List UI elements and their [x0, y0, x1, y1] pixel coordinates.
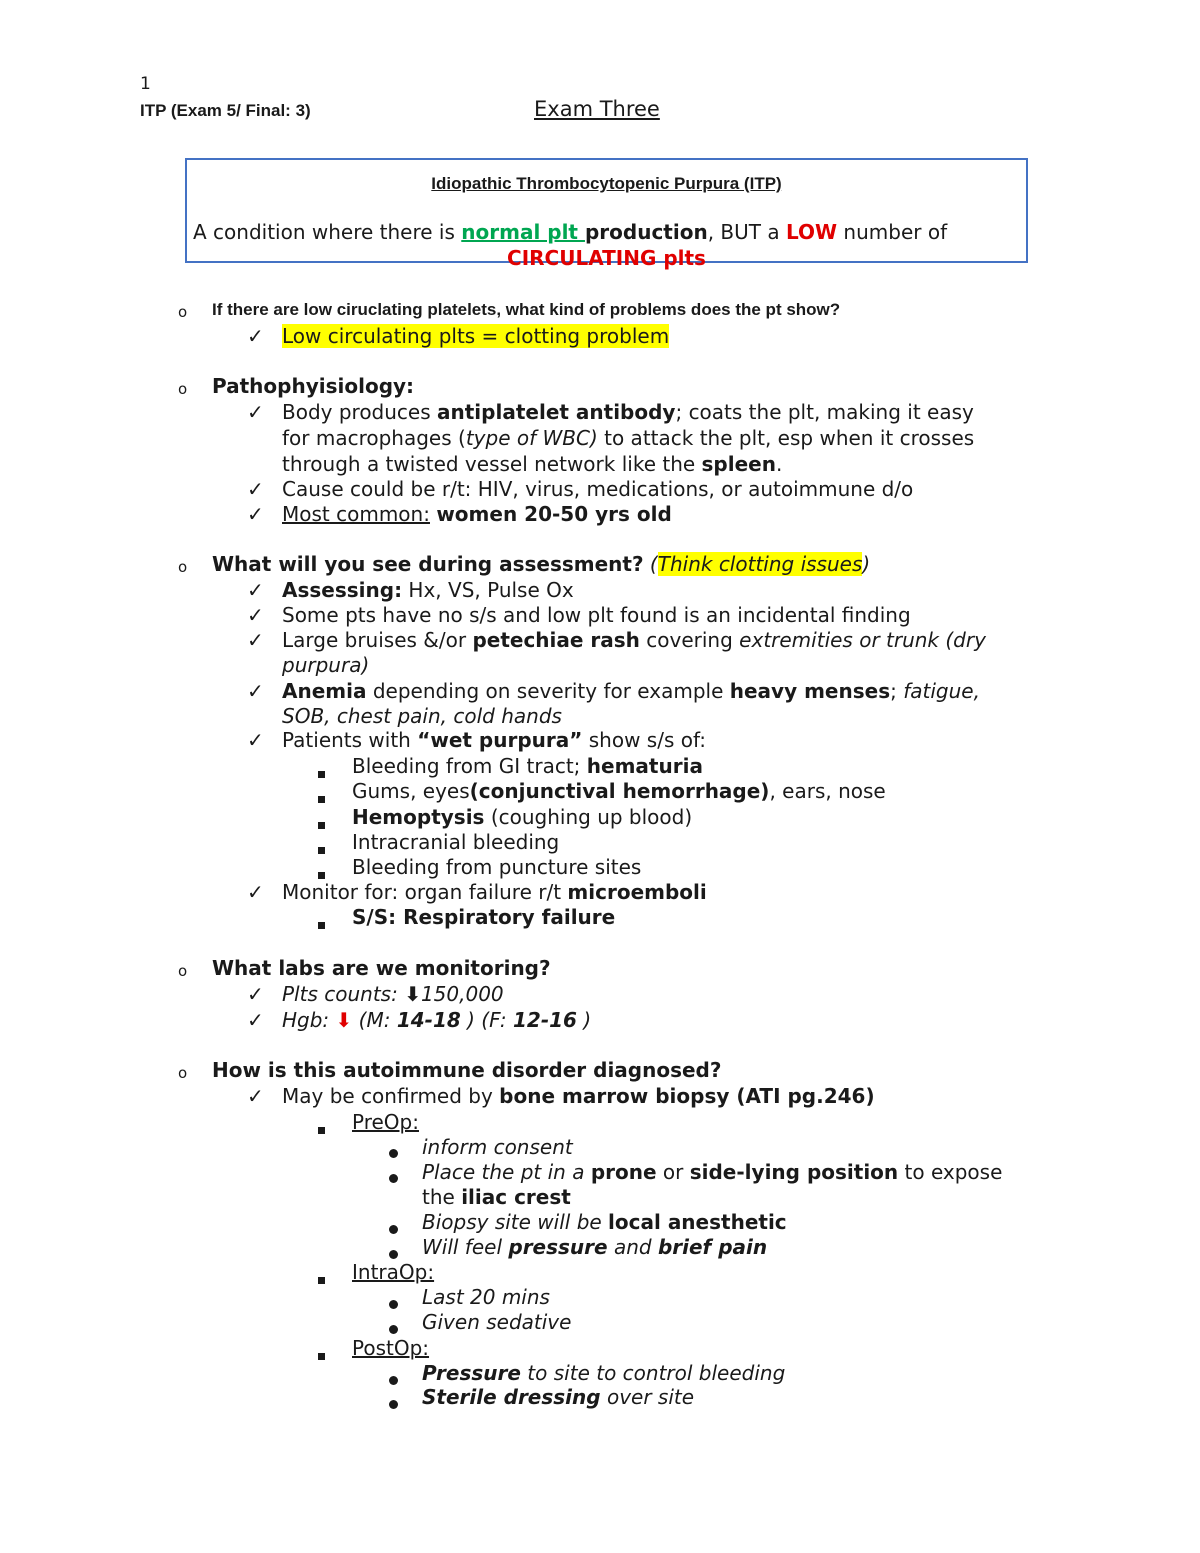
text-bold: antiplatelet antibody — [437, 400, 676, 424]
text-part: to attack the plt, esp when it crosses — [597, 426, 975, 450]
text-bold: Anemia — [282, 679, 367, 703]
answer-clotting-problem — [282, 324, 669, 348]
heading-text: What will you see during assessment? — [212, 552, 644, 576]
text-underlined: Most common: — [282, 502, 430, 526]
preop-item — [422, 1185, 571, 1209]
definition-box — [185, 158, 1028, 270]
assessment-heading — [212, 552, 870, 576]
lab-hgb — [282, 1008, 591, 1032]
text-part: ; coats the plt, making it easy — [675, 400, 974, 424]
preop-label: PreOp: — [352, 1110, 419, 1134]
text-part: or — [656, 1160, 690, 1184]
text-part: ) — [576, 1008, 592, 1032]
text-bold: “wet purpura” — [417, 728, 583, 752]
text-part: (coughing up blood) — [484, 805, 693, 829]
square-bullet-icon — [318, 814, 325, 833]
text-italic: Place the pt in a — [422, 1160, 591, 1184]
square-bullet-icon — [318, 914, 325, 933]
definition-text-part: A condition where there is — [193, 220, 462, 244]
text-part: ) (F: — [460, 1008, 513, 1032]
text-part: covering — [639, 628, 740, 652]
text-italic: extremities or trunk (dry — [739, 628, 986, 652]
text-bold: spleen — [701, 452, 776, 476]
checkmark-icon: ✓ — [247, 477, 264, 501]
text-part: for macrophages ( — [282, 426, 466, 450]
sub-item: Bleeding from puncture sites — [352, 855, 642, 879]
circle-bullet-icon: o — [178, 380, 188, 398]
text-part: ; — [890, 679, 904, 703]
text-part: , ears, nose — [769, 779, 886, 803]
text-part: Large bruises &/or — [282, 628, 473, 652]
checkmark-icon: ✓ — [247, 880, 264, 904]
square-bullet-icon — [318, 839, 325, 858]
square-bullet-icon — [318, 1269, 325, 1288]
text-italic: type of WBC) — [465, 426, 598, 450]
assessment-line — [282, 728, 706, 752]
sub-item — [352, 805, 692, 829]
dot-bullet-icon — [389, 1219, 398, 1238]
red-down-arrow-icon: ⬇ — [335, 1008, 353, 1032]
text-bold: hematuria — [586, 754, 703, 778]
patho-line: Cause could be r/t: HIV, virus, medications, or autoimmune d/o — [282, 477, 914, 501]
page-number: 1 — [140, 74, 151, 94]
assessment-line — [282, 578, 574, 602]
question-low-platelets: If there are low ciruclating platelets, what kind of problems does the pt show? — [212, 300, 841, 319]
checkmark-icon: ✓ — [247, 679, 264, 703]
checkmark-icon: ✓ — [247, 628, 264, 652]
preop-item — [422, 1210, 787, 1234]
text-part: (M: — [352, 1008, 397, 1032]
text-part: . — [775, 452, 783, 476]
postop-item — [422, 1385, 694, 1409]
text-italic: to site to control bleeding — [520, 1361, 786, 1385]
text-part: 150,000 — [420, 982, 504, 1006]
postop-label: PostOp: — [352, 1336, 430, 1360]
definition-title: Idiopathic Thrombocytopenic Purpura (ITP) — [431, 174, 782, 193]
assessment-line: Some pts have no s/s and low plt found is an incidental finding — [282, 603, 911, 627]
checkmark-icon: ✓ — [247, 982, 264, 1006]
labs-heading: What labs are we monitoring? — [212, 956, 551, 980]
highlighted-answer: Low circulating plts = clotting problem — [282, 324, 670, 348]
text-bold: microemboli — [567, 880, 707, 904]
definition-text — [193, 220, 947, 244]
exam-heading: Exam Three — [534, 97, 660, 121]
text-part: through a twisted vessel network like the — [282, 452, 702, 476]
patho-line — [282, 452, 782, 476]
text-bold-italic: pressure — [508, 1235, 608, 1259]
text-bold: local anesthetic — [608, 1210, 787, 1234]
text-bold: women 20-50 yrs old — [436, 502, 672, 526]
preop-item: inform consent — [422, 1135, 573, 1159]
text-bold: bone marrow biopsy (ATI pg.246) — [499, 1084, 875, 1108]
text-part: Hx, VS, Pulse Ox — [402, 578, 574, 602]
assessment-line — [282, 880, 707, 904]
text-bold: petechiae rash — [472, 628, 640, 652]
postop-item — [422, 1361, 785, 1385]
text-part: Body produces — [282, 400, 438, 424]
preop-item — [422, 1235, 767, 1259]
dot-bullet-icon — [389, 1143, 398, 1162]
dot-bullet-icon — [389, 1294, 398, 1313]
text-part: Plts counts: — [282, 982, 405, 1006]
text-part: the — [422, 1185, 462, 1209]
checkmark-icon: ✓ — [247, 728, 264, 752]
text-part: Monitor for: organ failure r/t — [282, 880, 568, 904]
checkmark-icon: ✓ — [247, 603, 264, 627]
document-title: ITP (Exam 5/ Final: 3) — [140, 101, 311, 120]
dot-bullet-icon — [389, 1168, 398, 1187]
assessment-line — [282, 628, 986, 652]
text-part: Patients with — [282, 728, 418, 752]
text-bold: prone — [590, 1160, 657, 1184]
text-italic: ) — [862, 552, 871, 576]
text-bold: 12-16 — [513, 1008, 577, 1032]
text-part: Gums, eyes — [352, 779, 470, 803]
square-bullet-icon — [318, 1345, 325, 1364]
definition-text-part: , BUT a — [707, 220, 786, 244]
text-italic: Biopsy site will be — [422, 1210, 609, 1234]
text-italic: over site — [600, 1385, 695, 1409]
preop-item — [422, 1160, 1002, 1184]
diagnosis-line — [282, 1084, 875, 1108]
diagnosis-heading: How is this autoimmune disorder diagnosed? — [212, 1058, 722, 1082]
checkmark-icon: ✓ — [247, 1008, 264, 1032]
text-bold-italic: Pressure — [422, 1361, 521, 1385]
text-part: Hgb: — [282, 1008, 336, 1032]
patho-line — [282, 426, 974, 450]
sub-item: Intracranial bleeding — [352, 830, 560, 854]
dot-bullet-icon — [389, 1370, 398, 1389]
text-italic: fatigue, — [903, 679, 980, 703]
square-bullet-icon — [318, 763, 325, 782]
circle-bullet-icon: o — [178, 1064, 188, 1082]
normal-plt-text: normal plt — [461, 220, 585, 244]
text-bold: iliac crest — [461, 1185, 571, 1209]
assessment-line: SOB, chest pain, cold hands — [282, 704, 562, 728]
intraop-item: Last 20 mins — [422, 1285, 550, 1309]
highlighted-hint: Think clotting issues — [657, 552, 863, 576]
text-part: depending on severity for example — [366, 679, 730, 703]
patho-line — [282, 502, 672, 526]
pathophysiology-heading: Pathophyisiology: — [212, 374, 415, 398]
checkmark-icon: ✓ — [247, 324, 264, 348]
circle-bullet-icon: o — [178, 558, 188, 576]
text-bold: Assessing: — [282, 578, 403, 602]
checkmark-icon: ✓ — [247, 502, 264, 526]
intraop-item: Given sedative — [422, 1310, 572, 1334]
circle-bullet-icon: o — [178, 962, 188, 980]
intraop-label: IntraOp: — [352, 1260, 435, 1284]
assessment-line: purpura) — [282, 653, 370, 677]
sub-item: S/S: Respiratory failure — [352, 905, 616, 929]
checkmark-icon: ✓ — [247, 400, 264, 424]
low-text: LOW — [785, 220, 838, 244]
square-bullet-icon — [318, 1119, 325, 1138]
text-bold: 14-18 — [396, 1008, 461, 1032]
text-bold: heavy menses — [729, 679, 891, 703]
sub-item — [352, 779, 886, 803]
lab-platelets — [282, 982, 504, 1006]
text-bold: (conjunctival hemorrhage) — [469, 779, 770, 803]
text-part: to expose — [898, 1160, 1003, 1184]
text-bold: Hemoptysis — [352, 805, 485, 829]
down-arrow-icon: ⬇ — [404, 982, 421, 1006]
production-text: production — [584, 220, 708, 244]
assessment-line — [282, 679, 980, 703]
text-bold-italic: brief pain — [657, 1235, 768, 1259]
text-bold-italic: Sterile dressing — [422, 1385, 601, 1409]
text-part: show s/s of: — [582, 728, 707, 752]
dot-bullet-icon — [389, 1394, 398, 1413]
definition-text-part: number of — [837, 220, 948, 244]
text-part: Bleeding from GI tract; — [352, 754, 587, 778]
checkmark-icon: ✓ — [247, 578, 264, 602]
sub-item — [352, 754, 703, 778]
text-part: May be confirmed by — [282, 1084, 500, 1108]
text-bold: side-lying position — [689, 1160, 899, 1184]
text-italic: ( — [643, 552, 658, 576]
patho-line — [282, 400, 974, 424]
square-bullet-icon — [318, 788, 325, 807]
text-italic: and — [607, 1235, 658, 1259]
text-italic: Will feel — [422, 1235, 509, 1259]
checkmark-icon: ✓ — [247, 1084, 264, 1108]
circulating-plts-text: CIRCULATING plts — [507, 246, 706, 270]
circle-bullet-icon: o — [178, 303, 188, 321]
